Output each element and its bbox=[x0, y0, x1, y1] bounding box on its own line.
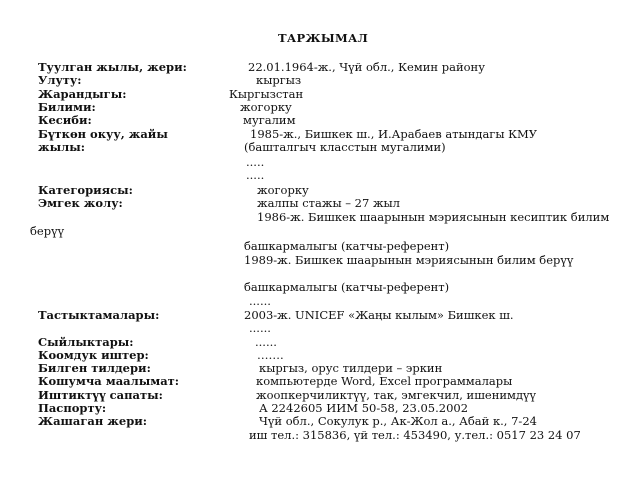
work-entry-2: 1989-ж. Бишкек шаарынын мэриясынын билим берүү bbox=[244, 253, 574, 267]
ellipsis-line: ...... bbox=[249, 321, 271, 335]
work-experience-total: жалпы стажы – 27 жыл bbox=[257, 196, 400, 210]
education-label: Билими: bbox=[38, 100, 96, 114]
awards-value: ...... bbox=[255, 335, 277, 349]
birth-value: 22.01.1964-ж., Чүй обл., Кемин району bbox=[248, 60, 485, 74]
address-label: Жашаган жери: bbox=[38, 414, 148, 428]
graduated-value: 1985-ж., Бишкек ш., И.Арабаев атындагы КМУ bbox=[250, 127, 538, 141]
profession-label: Кесиби: bbox=[38, 113, 92, 127]
passport-value: А 2242605 ИИМ 50-58, 23.05.2002 bbox=[259, 401, 469, 415]
additional-info-value: компьютерде Word, Excel программалары bbox=[256, 374, 513, 388]
citizenship-value: Кыргызстан bbox=[229, 87, 304, 101]
personal-qualities-value: жоопкерчиликтүү, так, эмгекчил, ишенимдүү bbox=[256, 388, 537, 402]
certificates-value: 2003-ж. UNICEF «Жаңы кылым» Бишкек ш. bbox=[244, 308, 514, 322]
education-value: жогорку bbox=[240, 100, 292, 114]
languages-value: кыргыз, орус тилдери – эркин bbox=[259, 361, 443, 375]
phone-numbers: иш тел.: 315836, үй тел.: 453490, у.тел.: 0517 23 24 07 bbox=[249, 428, 581, 442]
citizenship-label: Жарандыгы: bbox=[38, 87, 127, 101]
nationality-value: кыргыз bbox=[256, 73, 302, 87]
public-work-value: ……. bbox=[257, 348, 284, 362]
profession-value: мугалим bbox=[243, 113, 296, 127]
work-history-label: Эмгек жолу: bbox=[38, 196, 123, 210]
birth-label: Туулган жылы, жери: bbox=[38, 60, 187, 74]
graduated-label: Бүткөн окуу, жайы bbox=[38, 127, 168, 141]
work-entry-1: 1986-ж. Бишкек шаарынын мэриясынын кесиптик билим bbox=[257, 210, 610, 224]
work-entry-1-dept: башкармалыгы (катчы-референт) bbox=[244, 239, 450, 253]
certificates-label: Тастыктамалары: bbox=[38, 308, 160, 322]
category-value: жогорку bbox=[257, 183, 309, 197]
work-entry-1-cont: берүү bbox=[30, 224, 65, 238]
additional-info-label: Кошумча маалымат: bbox=[38, 374, 180, 388]
address-value: Чүй обл., Сокулук р., Ак-Жол а., Абай к., 7-24 bbox=[259, 414, 537, 428]
passport-label: Паспорту: bbox=[38, 401, 107, 415]
languages-label: Билген тилдери: bbox=[38, 361, 151, 375]
document-title: ТАРЖЫМАЛ bbox=[278, 31, 369, 45]
personal-qualities-label: Иштиктүү сапаты: bbox=[38, 388, 163, 402]
category-label: Категориясы: bbox=[38, 183, 133, 197]
ellipsis-line: ..... bbox=[246, 168, 265, 182]
nationality-label: Улуту: bbox=[38, 73, 82, 87]
awards-label: Сыйлыктары: bbox=[38, 335, 134, 349]
work-entry-2-dept: башкармалыгы (катчы-референт) bbox=[244, 280, 450, 294]
public-work-label: Коомдук иштер: bbox=[38, 348, 149, 362]
ellipsis-line: ...... bbox=[249, 294, 271, 308]
graduated-specialty: (башталгыч класстын мугалими) bbox=[244, 140, 446, 154]
ellipsis-line: ..... bbox=[246, 155, 265, 169]
graduated-year-label: жылы: bbox=[38, 140, 86, 154]
